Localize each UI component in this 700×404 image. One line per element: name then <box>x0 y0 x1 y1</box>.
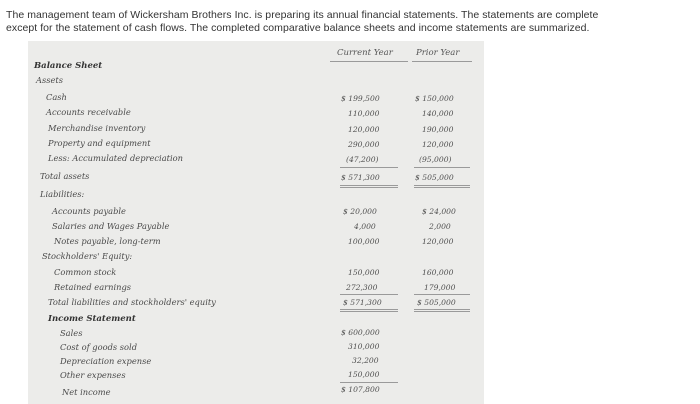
row-cash-current: $ 199,500 <box>341 94 380 103</box>
current-year-header: Current Year <box>337 48 393 58</box>
row-accounts-receivable-prior: 140,000 <box>422 109 454 118</box>
financial-statements-sheet <box>28 41 484 404</box>
assets-subtotal-rule-prior <box>414 167 470 168</box>
row-depreciation-expense-label: Depreciation expense <box>60 356 152 366</box>
prior-year-header: Prior Year <box>416 48 460 58</box>
row-common-stock-prior: 160,000 <box>422 268 454 277</box>
row-retained-earnings-prior: 179,000 <box>424 283 456 292</box>
net-income-current: $ 107,800 <box>341 385 380 394</box>
problem-statement-line-1: The management team of Wickersham Brothers Inc. is preparing its annual financial statements. The statements are complete <box>6 9 599 21</box>
row-accumulated-depreciation-current: (47,200) <box>346 155 379 164</box>
row-notes-payable-label: Notes payable, long-term <box>54 236 161 246</box>
row-merchandise-inventory-current: 120,000 <box>348 125 380 134</box>
balance-sheet-title: Balance Sheet <box>34 61 103 71</box>
equity-subtotal-rule-prior <box>414 294 470 295</box>
total-le-double-rule-current-2 <box>340 311 398 312</box>
row-depreciation-expense-current: 32,200 <box>352 356 379 365</box>
row-accounts-payable-current: $ 20,000 <box>343 207 377 216</box>
stockholders-equity-header: Stockholders' Equity: <box>42 251 133 261</box>
total-assets-prior: $ 505,000 <box>415 173 454 182</box>
problem-statement-line-2: except for the statement of cash flows. The completed comparative balance sheets and income statements are summarized. <box>6 22 590 34</box>
row-accounts-receivable-current: 110,000 <box>348 109 380 118</box>
prior-year-header-rule <box>412 61 472 62</box>
total-le-double-rule-prior-2 <box>414 311 470 312</box>
assets-subtotal-rule-current <box>340 167 398 168</box>
row-cost-of-goods-sold-label: Cost of goods sold <box>60 342 138 352</box>
total-liabilities-equity-current: $ 571,300 <box>343 298 382 307</box>
row-notes-payable-prior: 120,000 <box>422 237 454 246</box>
row-retained-earnings-current: 272,300 <box>346 283 378 292</box>
total-assets-double-rule-prior-2 <box>414 187 470 188</box>
row-retained-earnings-label: Retained earnings <box>54 282 132 292</box>
total-assets-label: Total assets <box>40 171 90 181</box>
row-cash-prior: $ 150,000 <box>415 94 454 103</box>
row-other-expenses-current: 150,000 <box>348 370 380 379</box>
current-year-header-rule <box>330 61 408 62</box>
total-assets-double-rule-current <box>340 185 398 186</box>
row-property-equipment-current: 290,000 <box>348 140 380 149</box>
total-assets-double-rule-prior <box>414 185 470 186</box>
row-accounts-receivable-label: Accounts receivable <box>46 107 131 117</box>
row-common-stock-label: Common stock <box>54 267 117 277</box>
row-other-expenses-label: Other expenses <box>60 370 126 380</box>
row-cost-of-goods-sold-current: 310,000 <box>348 342 380 351</box>
total-assets-current: $ 571,300 <box>341 173 380 182</box>
row-property-equipment-prior: 120,000 <box>422 140 454 149</box>
row-property-equipment-label: Property and equipment <box>48 138 151 148</box>
row-common-stock-current: 150,000 <box>348 268 380 277</box>
row-sales-current: $ 600,000 <box>341 328 380 337</box>
row-salaries-wages-payable-current: 4,000 <box>354 222 376 231</box>
net-income-label: Net income <box>62 387 111 397</box>
equity-subtotal-rule-current <box>340 294 398 295</box>
total-liabilities-equity-prior: $ 505,000 <box>417 298 456 307</box>
row-accumulated-depreciation-label: Less: Accumulated depreciation <box>48 153 183 163</box>
total-liabilities-equity-label: Total liabilities and stockholders' equity <box>48 297 216 307</box>
row-accounts-payable-label: Accounts payable <box>52 206 126 216</box>
row-salaries-wages-payable-prior: 2,000 <box>429 222 451 231</box>
row-sales-label: Sales <box>60 328 83 338</box>
total-le-double-rule-current <box>340 309 398 310</box>
assets-header: Assets <box>36 75 64 85</box>
total-le-double-rule-prior <box>414 309 470 310</box>
row-salaries-wages-payable-label: Salaries and Wages Payable <box>52 221 170 231</box>
row-cash-label: Cash <box>46 92 67 102</box>
row-accumulated-depreciation-prior: (95,000) <box>419 155 452 164</box>
row-notes-payable-current: 100,000 <box>348 237 380 246</box>
income-statement-title: Income Statement <box>48 314 136 324</box>
total-assets-double-rule-current-2 <box>340 187 398 188</box>
row-merchandise-inventory-label: Merchandise inventory <box>48 123 146 133</box>
row-merchandise-inventory-prior: 190,000 <box>422 125 454 134</box>
income-subtotal-rule <box>340 382 398 383</box>
row-accounts-payable-prior: $ 24,000 <box>422 207 456 216</box>
problem-statement <box>6 9 696 35</box>
liabilities-header: Liabilities: <box>40 189 85 199</box>
